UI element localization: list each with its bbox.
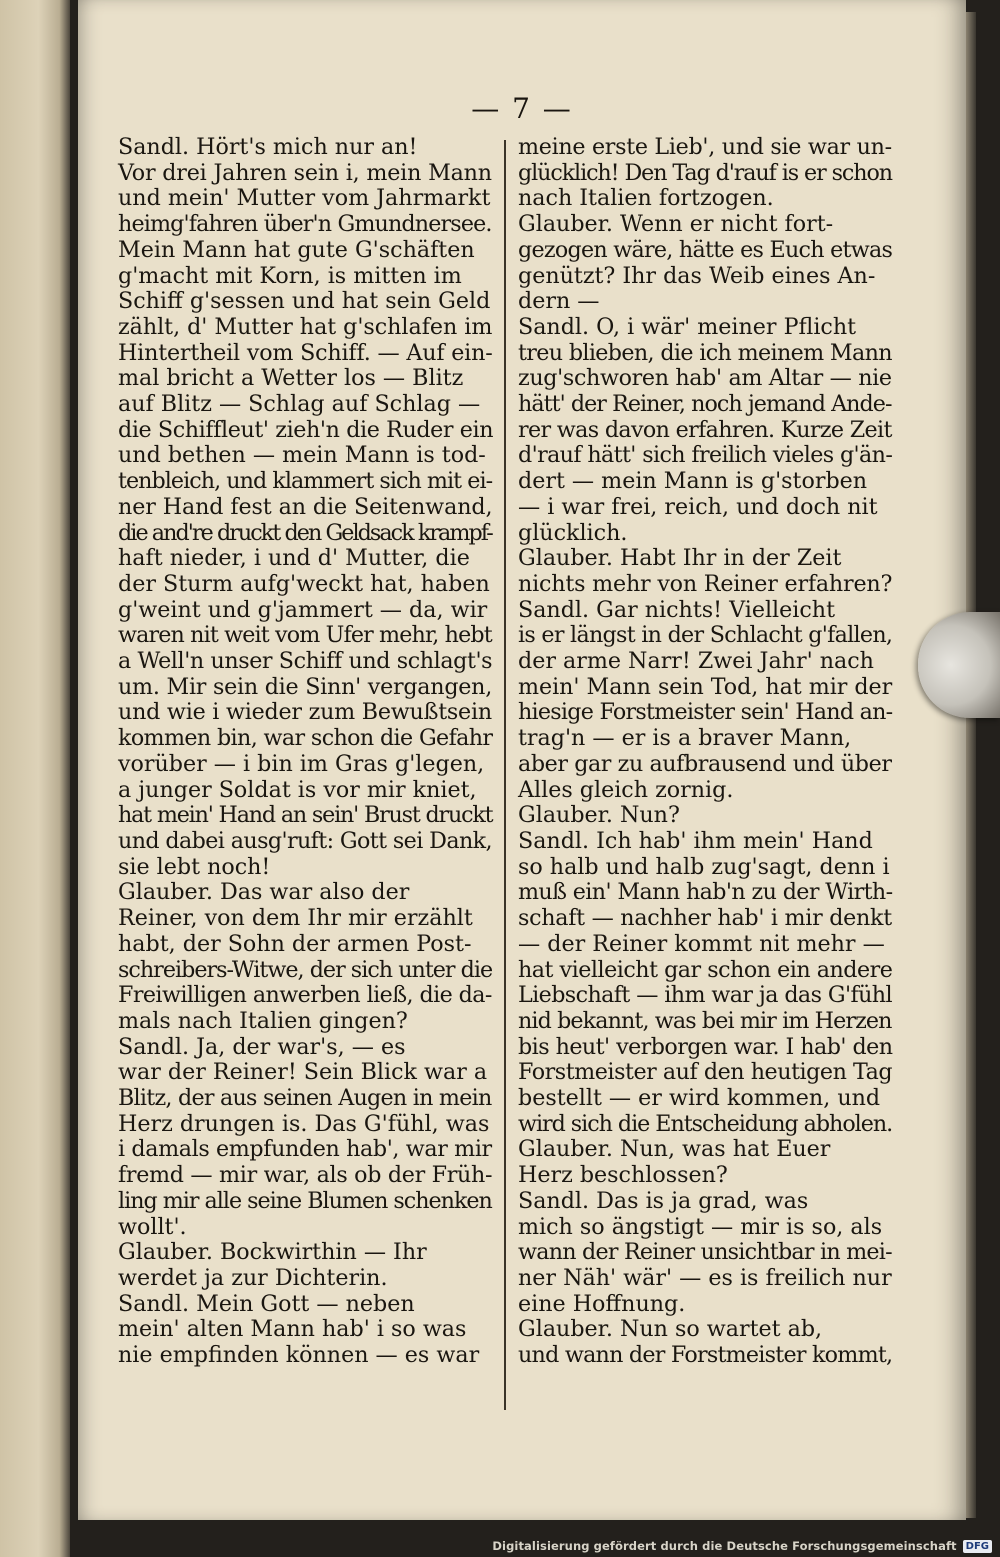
- text-line: Sandl. Ich hab' ihm mein' Hand: [518, 827, 873, 854]
- text-line: bestellt — er wird kommen, und: [518, 1085, 881, 1112]
- text-line: mals nach Italien gingen?: [118, 1007, 408, 1034]
- text-line: muß ein' Mann hab'n zu der Wirth-: [518, 879, 893, 906]
- text-line: a junger Soldat is vor mir kniet,: [118, 776, 477, 803]
- text-line: schaft — nachher hab' i mir denkt: [518, 905, 892, 932]
- text-line: ling mir alle seine Blumen schenken: [118, 1187, 492, 1214]
- text-line: Mein Mann hat gute G'schäften: [118, 236, 475, 263]
- text-line: auf Blitz — Schlag auf Schlag —: [118, 391, 481, 418]
- text-line: glücklich.: [518, 519, 628, 546]
- page-fore-edge: [966, 12, 976, 1518]
- text-line: Hintertheil vom Schiff. — Auf ein-: [118, 339, 493, 366]
- text-line: nichts mehr von Reiner erfahren?: [518, 570, 893, 597]
- text-line: Glauber. Das war also der: [118, 879, 410, 906]
- text-line: aber gar zu aufbrausend und über: [518, 750, 892, 777]
- text-line: wollt'.: [118, 1213, 187, 1240]
- text-line: Blitz, der aus seinen Augen in mein: [118, 1085, 492, 1112]
- text-line: is er längst in der Schlacht g'fallen,: [518, 622, 893, 649]
- text-line: Sandl. O, i wär' meiner Pflicht: [518, 313, 857, 340]
- text-line: — der Reiner kommt nit mehr —: [518, 930, 885, 957]
- text-line: hat vielleicht gar schon ein andere: [518, 956, 893, 983]
- text-line: Alles gleich zornig.: [518, 776, 734, 803]
- page-number: — 7 —: [471, 92, 573, 125]
- text-line: und wie i wieder zum Bewußtsein: [118, 699, 492, 726]
- text-line: und wann der Forstmeister kommt,: [518, 1342, 893, 1369]
- text-line: Sandl. Hört's mich nur an!: [118, 134, 418, 160]
- text-line: genützt? Ihr das Weib eines An-: [518, 262, 876, 289]
- text-line: gezogen wäre, hätte es Euch etwas: [518, 236, 893, 263]
- text-line: der arme Narr! Zwei Jahr' nach: [518, 648, 874, 675]
- text-line: war der Reiner! Sein Blick war a: [118, 1059, 488, 1086]
- text-line: nach Italien fortzogen.: [518, 185, 774, 212]
- text-line: die Schiffleut' zieh'n die Ruder ein: [118, 416, 494, 443]
- text-line: dert — mein Mann is g'storben: [518, 468, 868, 495]
- text-line: Schiff g'sessen und hat sein Geld: [118, 288, 491, 315]
- text-line: vorüber — i bin im Gras g'legen,: [118, 750, 485, 777]
- text-line: hat mein' Hand an sein' Brust druckt: [118, 802, 493, 829]
- text-line: d'rauf hätt' sich freilich vieles g'än-: [518, 442, 893, 469]
- right-text-column: [518, 135, 892, 1369]
- left-page-edge: [0, 0, 70, 1557]
- text-line: Forstmeister auf den heutigen Tag: [518, 1059, 893, 1086]
- text-line: hätt' der Reiner, noch jemand Ande-: [518, 391, 892, 418]
- text-line: und dabei ausg'ruft: Gott sei Dank,: [118, 827, 492, 854]
- text-line: fremd — mir war, als ob der Früh-: [118, 1162, 493, 1189]
- left-text-column: [118, 135, 492, 1369]
- text-line: hiesige Forstmeister sein' Hand an-: [518, 699, 893, 726]
- text-line: Sandl. Mein Gott — neben: [118, 1290, 415, 1317]
- text-line: Glauber. Nun, was hat Euer: [518, 1136, 831, 1163]
- text-line: meine erste Lieb', und sie war un-: [518, 134, 892, 160]
- text-line: sie lebt noch!: [118, 853, 271, 880]
- text-line: glücklich! Den Tag d'rauf is er schon: [518, 159, 892, 186]
- text-line: der Sturm aufg'weckt hat, haben: [118, 570, 490, 597]
- text-line: die and're druckt den Geldsack krampf-: [118, 519, 492, 546]
- text-line: eine Hoffnung.: [518, 1290, 686, 1317]
- text-line: tenbleich, und klammert sich mit ei-: [118, 468, 493, 495]
- dfg-logo-icon: DFG: [963, 1540, 992, 1553]
- text-line: haft nieder, i und d' Mutter, die: [118, 545, 470, 572]
- text-line: werdet ja zur Dichterin.: [118, 1264, 388, 1291]
- text-line: mal bricht a Wetter los — Blitz: [118, 365, 464, 392]
- text-line: Glauber. Bockwirthin — Ihr: [118, 1239, 427, 1266]
- text-line: Herz drungen is. Das G'fühl, was: [118, 1110, 490, 1137]
- text-line: kommen bin, war schon die Gefahr: [118, 725, 493, 752]
- text-line: Sandl. Das is ja grad, was: [518, 1187, 809, 1214]
- text-line: um. Mir sein die Sinn' vergangen,: [118, 673, 493, 700]
- text-line: Freiwilligen anwerben ließ, die da-: [118, 982, 492, 1009]
- text-line: i damals empfunden hab', war mir: [118, 1136, 492, 1163]
- text-line: ner Näh' wär' — es is freilich nur: [518, 1264, 892, 1291]
- text-line: ner Hand fest an die Seitenwand,: [118, 493, 493, 520]
- text-line: Vor drei Jahren sein i, mein Mann: [118, 159, 492, 186]
- text-line: habt, der Sohn der armen Post-: [118, 930, 472, 957]
- text-line: g'macht mit Korn, is mitten im: [118, 262, 462, 289]
- text-line: Sandl. Gar nichts! Vielleicht: [518, 596, 836, 623]
- text-line: Reiner, von dem Ihr mir erzählt: [118, 905, 473, 932]
- text-line: wird sich die Entscheidung abholen.: [518, 1110, 893, 1137]
- text-line: Liebschaft — ihm war ja das G'fühl: [518, 982, 893, 1009]
- digitization-credit: [0, 1535, 1000, 1557]
- text-line: — i war frei, reich, und doch nit: [518, 493, 878, 520]
- text-line: trag'n — er is a braver Mann,: [518, 725, 852, 752]
- text-line: und bethen — mein Mann is tod-: [118, 442, 486, 469]
- text-line: bis heut' verborgen war. I hab' den: [518, 1033, 893, 1060]
- text-line: dern —: [518, 288, 600, 315]
- footer-credit-text: Digitalisierung gefördert durch die Deutsche Forschungsgemeinschaft: [492, 1539, 957, 1553]
- text-line: zug'schworen hab' am Altar — nie: [518, 365, 892, 392]
- text-line: mein' Mann sein Tod, hat mir der: [518, 673, 893, 700]
- text-line: rer was davon erfahren. Kurze Zeit: [518, 416, 892, 443]
- text-line: Glauber. Habt Ihr in der Zeit: [518, 545, 842, 572]
- text-line: Sandl. Ja, der war's, — es: [118, 1033, 406, 1060]
- column-divider: [504, 140, 506, 1410]
- text-line: so halb und halb zug'sagt, denn i: [518, 853, 890, 880]
- text-line: Glauber. Nun so wartet ab,: [518, 1316, 823, 1343]
- text-line: Glauber. Wenn er nicht fort-: [518, 211, 834, 238]
- text-line: treu blieben, die ich meinem Mann: [518, 339, 892, 366]
- text-line: mein' alten Mann hab' i so was: [118, 1316, 467, 1343]
- text-line: mich so ängstigt — mir is so, als: [518, 1213, 883, 1240]
- text-line: a Well'n unser Schiff und schlagt's: [118, 648, 493, 675]
- text-line: Herz beschlossen?: [518, 1162, 728, 1189]
- text-line: nie empfinden können — es war: [118, 1342, 480, 1369]
- text-line: zählt, d' Mutter hat g'schlafen im: [118, 313, 493, 340]
- text-line: heimg'fahren über'n Gmundnersee.: [118, 211, 492, 238]
- text-line: Glauber. Nun?: [518, 802, 680, 829]
- text-line: schreibers-Witwe, der sich unter die: [118, 956, 493, 983]
- text-line: nid bekannt, was bei mir im Herzen: [518, 1007, 892, 1034]
- text-line: wann der Reiner unsichtbar in mei-: [518, 1239, 892, 1266]
- text-line: und mein' Mutter vom Jahrmarkt: [118, 185, 491, 212]
- text-line: g'weint und g'jammert — da, wir: [118, 596, 488, 623]
- text-line: waren nit weit vom Ufer mehr, hebt: [118, 622, 492, 649]
